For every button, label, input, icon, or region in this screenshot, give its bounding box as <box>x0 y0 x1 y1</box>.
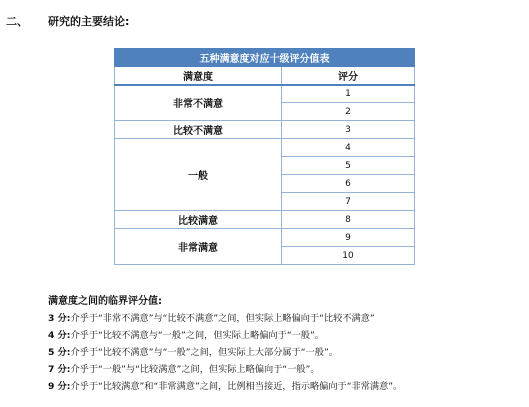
note-item <box>48 310 526 327</box>
score-cell: 8 <box>282 211 415 229</box>
note-item <box>48 327 526 344</box>
score-cell: 10 <box>282 247 415 265</box>
score-cell: 4 <box>282 139 415 157</box>
table-row <box>115 139 415 157</box>
note-item <box>48 361 526 378</box>
score-cell: 7 <box>282 193 415 211</box>
table-row <box>115 121 415 139</box>
note-score-label: 4 分: <box>48 330 71 341</box>
satisfaction-level-cell: 比较满意 <box>115 211 282 229</box>
satisfaction-level-cell: 非常满意 <box>115 229 282 265</box>
table-caption-row <box>115 49 415 67</box>
table-caption: 五种满意度对应十级评分值表 <box>115 49 415 67</box>
satisfaction-score-table <box>114 48 415 265</box>
note-item <box>48 378 526 395</box>
section-heading <box>6 13 129 31</box>
note-text: 介乎于“非常不满意”与“比较不满意”之间，但实际上略偏向于“比较不满意” <box>70 313 375 324</box>
table-header-row <box>115 67 415 85</box>
note-text: 介乎于“比较不满意”与“一般”之间，但实际上大部分属于“一般”。 <box>70 347 338 358</box>
note-score-label: 7 分: <box>48 364 71 375</box>
notes-list <box>48 310 526 395</box>
note-text: 介乎于“比较不满意与“一般”之间，但实际上略偏向于“一般”。 <box>70 330 324 341</box>
table-row <box>115 211 415 229</box>
threshold-notes <box>48 293 526 395</box>
column-header-level: 满意度 <box>115 67 282 85</box>
column-header-score: 评分 <box>282 67 415 85</box>
note-text: 介乎于“一般”与“比较满意”之间，但实际上略偏向于“一般”。 <box>70 364 320 375</box>
score-cell: 5 <box>282 157 415 175</box>
score-cell: 2 <box>282 103 415 121</box>
score-cell: 3 <box>282 121 415 139</box>
note-score-label: 5 分: <box>48 347 71 358</box>
note-item <box>48 344 526 361</box>
section-number: 二、 <box>6 15 28 28</box>
note-score-label: 3 分: <box>48 313 71 324</box>
score-cell: 6 <box>282 175 415 193</box>
section-title: 研究的主要结论: <box>48 15 130 28</box>
satisfaction-level-cell: 非常不满意 <box>115 85 282 121</box>
satisfaction-level-cell: 比较不满意 <box>115 121 282 139</box>
note-text: 介乎于“比较满意”和“非常满意”之间，比例相当接近，指示略偏向于“非常满意”。 <box>70 381 403 392</box>
satisfaction-level-cell: 一般 <box>115 139 282 211</box>
table-row <box>115 85 415 103</box>
note-score-label: 9 分: <box>48 381 71 392</box>
score-cell: 9 <box>282 229 415 247</box>
table-row <box>115 229 415 247</box>
notes-title: 满意度之间的临界评分值: <box>48 296 162 307</box>
score-cell: 1 <box>282 85 415 103</box>
